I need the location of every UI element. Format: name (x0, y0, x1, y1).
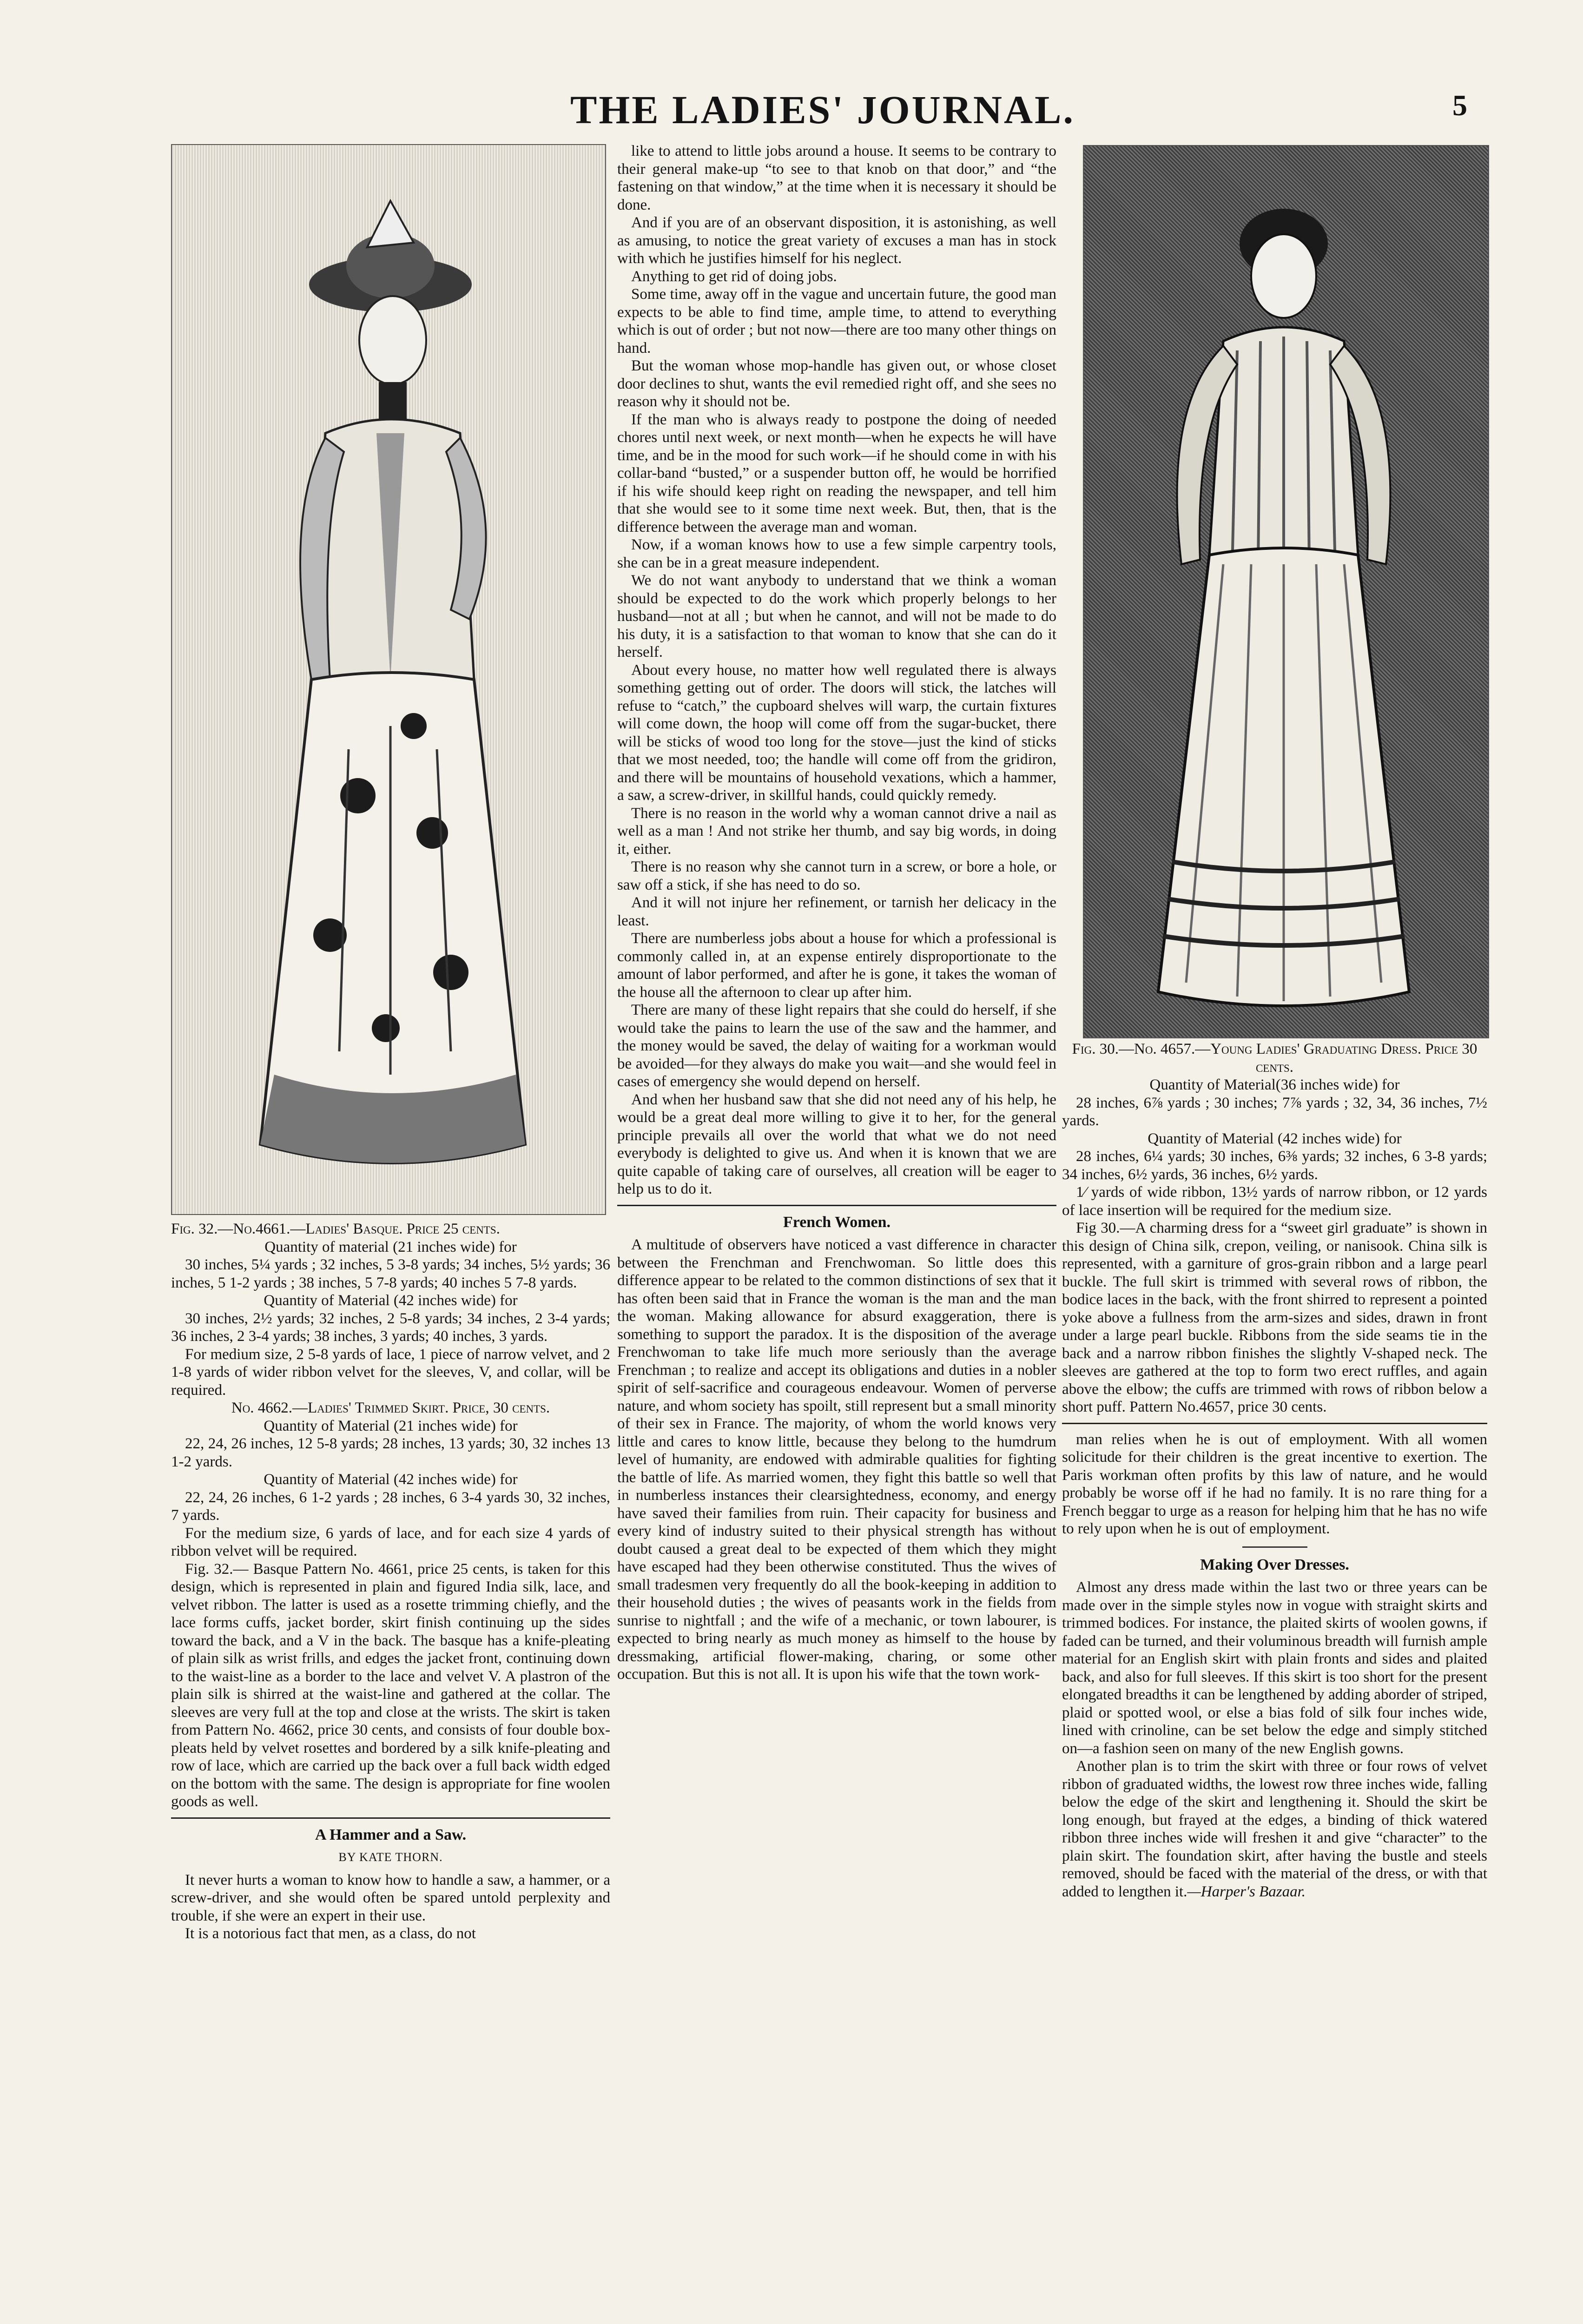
hammer-paragraph-15: There are numberless jobs about a house for which a professional is commonly called in, at an expense entirely disproportionate to the amount of labor performed, and after he is gone, it takes the woman of the house all the afternoon to clear up after him. (617, 930, 1056, 1001)
hammer-paragraph-14: And it will not injure her refinement, or tarnish her delicacy in the least. (617, 894, 1056, 929)
middle-column (617, 142, 1056, 1684)
dress-sizes-36: 28 inches, 6⅞ yards ; 30 inches; 7⅞ yards ; 32, 34, 36 inches, 7½ yards. (1062, 1094, 1487, 1129)
hammer-and-saw-byline: BY KATE THORN. (338, 1850, 443, 1864)
section-divider (1062, 1423, 1487, 1424)
skirt-sizes-21: 22, 24, 26 inches, 12 5-8 yards; 28 inches, 13 yards; 30, 32 inches 13 1-2 yards. (171, 1435, 610, 1470)
graduating-dress-caption: Fig. 30.—No. 4657.—Young Ladies' Graduating Dress. Price 30 cents. (1072, 1041, 1477, 1076)
graduating-dress-drawing (1084, 146, 1488, 1037)
french-women-paragraph: A multitude of observers have noticed a vast difference in character between the Frenchman and Frenchwoman. So little does this difference appear to be related to the common distinctions of sex that it has often been said that in France the woman is the man and the man the woman. Making allowance for absurd exaggeration, there is something to support the paradox. It is the disposition of the average Frenchwoman to take life much more seriously than the average Frenchman ; to realize and accept its obligations and duties in a nobler spirit of self-sacrifice and courageous endeavour. Women of perverse nature, and whom society has spoilt, still represent but a small minority of their sex in France. The majority, of whom the world knows very little and cares to know little, because they belong to the humdrum level of humanity, are endowed with admirable qualities for fighting the battle of life. As married women, they fight this battle so well that in numberless instances their clearsightedness, economy, and energy have saved their families from ruin. Their capacity for business and every kind of industry suited to their physical strength has without doubt caused a great deal to be expected of them which they might have escaped had they been otherwise constituted. Thus the wives of small tradesmen very frequently do all the book-keeping in addition to their household duties ; the wives of peasants work in the fields from sunrise to nightfall ; and the wife of a mechanic, or town labourer, is expected to bring nearly as much money as himself to the house by dressmaking, artificial flower-making, charing, or some other occupation. But this is not all. It is upon his wife that the town work- (617, 1236, 1056, 1683)
making-over-dresses-heading: Making Over Dresses. (1200, 1556, 1349, 1573)
basque-sizes-21: 30 inches, 5¼ yards ; 32 inches, 5 3-8 yards; 34 inches, 5½ yards; 36 inches, 5 1-2 yards ; 38 inches, 5 7-8 yards; 40 inches 5 7-8 yards. (171, 1256, 610, 1291)
ornamental-divider (1242, 1546, 1307, 1548)
skirt-material-42-label: Quantity of Material (42 inches wide) for (264, 1471, 518, 1488)
hammer-paragraph-3: like to attend to little jobs around a house. It seems to be contrary to their general make-up “to see to that knob on that door,” and “the fastening on that window,” at the time when it is necessary it should be done. (617, 143, 1056, 213)
basque-material-21-label: Quantity of material (21 inches wide) for (264, 1238, 517, 1255)
hammer-paragraph-1: It never hurts a woman to know how to handle a saw, a hammer, or a screw-driver, and she would often be spared untold perplexity and trouble, if she were an expert in their use. (171, 1871, 610, 1924)
source-attribution: —Harper's Bazaar. (1187, 1883, 1306, 1900)
hammer-paragraph-13: There is no reason why she cannot turn in a screw, or bore a hole, or saw off a stick, if she has need to do so. (617, 858, 1056, 893)
hammer-paragraph-6: Some time, away off in the vague and uncertain future, the good man expects to be able to find time, ample time, to attend to everything which is out of order ; but not now—there are too many other things on hand. (617, 286, 1056, 357)
page-number: 5 (1452, 89, 1467, 122)
basque-figure-drawing (172, 145, 605, 1214)
hammer-paragraph-7: But the woman whose mop-handle has given out, or whose closet door declines to shut, wants the evil remedied right off, and she sees no reason why it should not be. (617, 357, 1056, 410)
basque-illustration (171, 144, 606, 1215)
hammer-paragraph-10: We do not want anybody to understand that we think a woman should be expected to do the work which properly belongs to her husband—not at all ; but when he cannot, and will not be made to do his duty, it is a satisfaction to that woman to know that she can do it herself. (617, 572, 1056, 660)
hammer-paragraph-4: And if you are of an observant disposition, it is astonishing, as well as amusing, to notice the great variety of excuses a man has in stock with which he justifies himself for his neglect. (617, 214, 1056, 267)
section-divider (617, 1205, 1056, 1206)
skirt-medium-size-note: For the medium size, 6 yards of lace, and for each size 4 yards of ribbon velvet will be required. (171, 1525, 610, 1559)
hammer-paragraph-17: And when her husband saw that she did not need any of his help, he would be a great deal more willing to give it to her, for the general principle prevails all over the world that what we do not need everybody is delighted to give us. And when it is known that we are quite capable of taking care of ourselves, all creation will be eager to help us to do it. (617, 1091, 1056, 1197)
basque-sizes-42: 30 inches, 2½ yards; 32 inches, 2 5-8 yards; 34 inches, 2 3-4 yards; 36 inches, 2 3-4 yards; 38 inches, 3 yards; 40 inches, 3 yards. (171, 1310, 610, 1345)
fig32-description: Fig. 32.— Basque Pattern No. 4661, price 25 cents, is taken for this design, which is represented in plain and figured India silk, lace, and velvet ribbon. The latter is used as a rosette trimming chiefly, and the lace forms cuffs, jacket border, skirt finish continuing up the sides toward the back, and a V in the back. The basque has a knife-pleating of plain silk as wrist frills, and edges the jacket front, continuing down to the waist-line as a border to the lace and velvet V. A plastron of the plain silk is shirred at the waist-line and gathered at the collar. The sleeves are very full at the top and close at the wrists. The skirt is taken from Pattern No. 4662, price 30 cents, and consists of four double box-pleats held by velvet rosettes and bordered by a silk knife-pleating and row of lace, which are carried up the back over a full back width edged on the bottom with the same. The design is appropriate for fine woolen goods as well. (171, 1560, 610, 1810)
dress-material-42-label: Quantity of Material (42 inches wide) for (1148, 1130, 1402, 1147)
trimmed-skirt-heading: No. 4662.—Ladies' Trimmed Skirt. Price, 30 cents. (231, 1400, 550, 1416)
hammer-paragraph-16: There are many of these light repairs that she could do herself, if she would take the pains to learn the use of the saw and the hammer, and the money would be saved, the delay of waiting for a workman would be avoided—for they always do make you wait—and she would feel in cases of emergency she would depend on herself. (617, 1002, 1056, 1090)
hammer-paragraph-8: If the man who is always ready to postpone the doing of needed chores until next week, or next month—when he expects he will have time, and be in the mood for such work—if he should come in with his collar-band “busted,” or a suspender button off, he would be horrified if his wife should keep right on reading the newspaper, and tell him that she would see to it some time next week. But, then, that is the difference between the average man and woman. (617, 411, 1056, 535)
hammer-paragraph-5: Anything to get rid of doing jobs. (631, 268, 837, 285)
basque-figure-caption: Fig. 32.—No.4661.—Ladies' Basque. Price 25 cents. (171, 1221, 500, 1237)
hammer-paragraph-2: It is a notorious fact that men, as a class, do not (185, 1925, 476, 1942)
making-over-paragraph-2 (1062, 1757, 1487, 1901)
dress-sizes-42: 28 inches, 6¼ yards; 30 inches, 6⅜ yards; 32 inches, 6 3-8 yards; 34 inches, 6½ yards, 36 inches, 6½ yards. (1062, 1148, 1487, 1183)
hammer-paragraph-9: Now, if a woman knows how to use a few simple carpentry tools, she can be in a great measure independent. (617, 536, 1056, 571)
hammer-paragraph-11: About every house, no matter how well regulated there is always something getting out of order. The doors will stick, the latches will refuse to “catch,” the cupboard shelves will warp, the curtain fixtures will come down, the hoop will come off from the sugar-bucket, there will be sticks of wood too long for the stove—just the kind of sticks that we most needed, too; the handle will come off from the gridiron, and there will be mountains of household vexations, which a hammer, a saw, a screw-driver, in skillful hands, could quickly remedy. (617, 661, 1056, 804)
hammer-paragraph-12: There is no reason in the world why a woman cannot drive a nail as well as a man ! And not strike her thumb, and say big words, in doing it, either. (617, 805, 1056, 858)
right-column (1062, 1040, 1487, 1901)
skirt-material-21-label: Quantity of Material (21 inches wide) for (264, 1417, 518, 1434)
ribbon-requirement-note: 1⁄ yards of wide ribbon, 13½ yards of narrow ribbon, or 12 yards of lace insertion will be required for the medium size. (1062, 1184, 1487, 1219)
basque-medium-size-note: For medium size, 2 5-8 yards of lace, 1 piece of narrow velvet, and 2 1-8 yards of wider ribbon velvet for the sleeves, V, and collar, will be required. (171, 1346, 610, 1399)
making-over-paragraph-1: Almost any dress made within the last two or three years can be made over in the simple styles now in vogue with straight skirts and trimmed bodices. For instance, the plaited skirts of woolen gowns, if faded can be turned, and their voluminous breadth will furnish ample material for an English skirt with plain fronts and sides and plaited back, and also for full sleeves. If this skirt is too short for the present elongated breadths it can be lengthened by adding aborder of striped, plaid or spotted wool, or else a bias fold of silk four inches wide, lined with crinoline, can be set below the edge and simply stitched on—a fashion seen on many of the new English gowns. (1062, 1579, 1487, 1757)
graduating-dress-illustration (1083, 145, 1489, 1038)
making-over-paragraph-2-text: Another plan is to trim the skirt with three or four rows of velvet ribbon of graduated widths, the lowest row three inches wide, falling below the edge of the skirt and lengthening it. Should the skirt be long enough, but frayed at the edges, a binding of thick watered ribbon three inches wide will freshen it and give “character” to the plain skirt. The foundation skirt, after having the bustle and steels removed, should be faced with the material of the dress, or with that added to lengthen it. (1062, 1758, 1487, 1900)
section-divider (171, 1817, 610, 1819)
fig30-description: Fig 30.—A charming dress for a “sweet girl graduate” is shown in this design of China silk, crepon, veiling, or nanisook. China silk is represented, with a garniture of gros-grain ribbon and a large pearl buckle. The full skirt is trimmed with several rows of ribbon, the bodice laces in the back, with the front shirred to represent a pointed yoke above a fullness from the arm-sizes and sides, drawn in front under a large pearl buckle. Ribbons from the side seams tie in the back and a narrow ribbon finishes the slightly V-shaped neck. The sleeves are gathered at the top to form two erect ruffles, and again above the elbow; the cuffs are trimmed with rows of ribbon below a short puff. Pattern No.4657, price 30 cents. (1062, 1220, 1487, 1415)
french-women-heading: French Women. (783, 1213, 891, 1231)
dress-material-36-label: Quantity of Material(36 inches wide) for (1149, 1076, 1400, 1093)
french-women-continued: man relies when he is out of employment. With all women solicitude for their children is the great incentive to exertion. The Paris workman often profits by this law of nature, and he would probably be worse off if he had no family. It is no rare thing for a French beggar to urge as a reason for helping him that he has no wife to rely upon when he is out of employment. (1062, 1431, 1487, 1537)
basque-material-42-label: Quantity of Material (42 inches wide) for (264, 1292, 518, 1309)
hammer-and-saw-heading: A Hammer and a Saw. (315, 1826, 467, 1843)
skirt-sizes-42: 22, 24, 26 inches, 6 1-2 yards ; 28 inches, 6 3-4 yards 30, 32 inches, 7 yards. (171, 1489, 610, 1524)
masthead-title: THE LADIES' JOURNAL. (570, 87, 1075, 132)
left-column (171, 1220, 610, 1943)
